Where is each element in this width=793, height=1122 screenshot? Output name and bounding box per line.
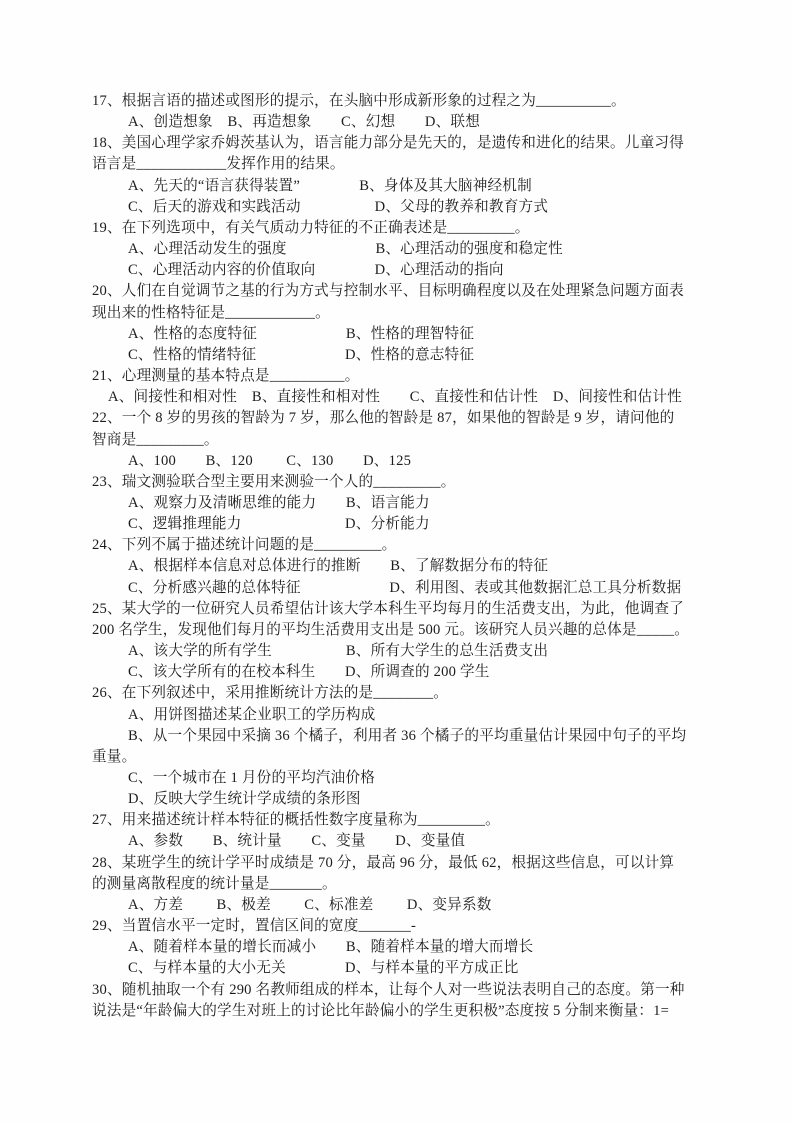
question-30-line: 30、随机抽取一个有 290 名教师组成的样本，让每个人对一些说法表明自己的态度。第一种 (92, 981, 685, 998)
question-21-line: 21、心理测量的基本特点是__________。 (92, 368, 360, 385)
question-26-option-a: A、用饼图描述某企业职工的学历构成 (128, 706, 376, 723)
question-23-line: 23、瑞文测验联合型主要用来测验一个人的_________。 (92, 473, 456, 490)
question-20-line: 20、人们在自觉调节之基的行为方式与控制水平、目标明确程度以及在处理紧急问题方面表 (92, 283, 684, 300)
question-26-option-b-2: 重量。 (92, 748, 137, 765)
question-18-line-2: 语言是____________发挥作用的结果。 (92, 156, 345, 173)
document-text-block (92, 91, 704, 1022)
question-28-line: 28、某班学生的统计学平时成绩是 70 分，最高 96 分，最低 62，根据这些信息，可以计算 (92, 854, 675, 871)
question-23-options-ab: A、观察力及清晰思维的能力 B、语言能力 (128, 494, 430, 511)
question-21-options: A、间接性和相对性 B、直接性和相对性 C、直接性和估计性 D、间接性和估计性 (108, 389, 682, 406)
question-29-options-cd: C、与样本量的大小无关 D、与样本量的平方成正比 (128, 960, 519, 977)
question-17-line: 17、根据言语的描述或图形的提示，在头脑中形成新形象的过程之为__________。 (92, 93, 626, 109)
question-22-line: 22、一个 8 岁的男孩的智龄为 7 岁，那么他的智龄是 87，如果他的智龄是 9 岁，请问他的 (92, 410, 675, 427)
question-17-options: A、创造想象 B、再造想象 C、幻想 D、联想 (128, 114, 481, 131)
question-18-line: 18、美国心理学家乔姆茨基认为，语言能力部分是先天的，是遗传和进化的结果。儿童习得 (92, 135, 684, 152)
question-27-line: 27、用来描述统计样本特征的概括性数字度量称为_________。 (92, 812, 500, 829)
question-24-line: 24、下列不属于描述统计问题的是_________。 (92, 537, 397, 554)
question-26-option-b: B、从一个果园中采摘 36 个橘子，利用者 36 个橘子的平均重量估计果园中句子的平均 (128, 727, 687, 744)
question-28-line-2: 的测量离散程度的统计量是_______。 (92, 875, 337, 892)
question-19-options-ab: A、心理活动发生的强度 B、心理活动的强度和稳定性 (128, 241, 563, 258)
question-22-line-2: 智商是_________。 (92, 431, 219, 448)
question-27-options: A、参数 B、统计量 C、变量 D、变量值 (128, 833, 466, 850)
question-29-line: 29、当置信水平一定时，置信区间的宽度_______- (92, 918, 417, 935)
question-26-line: 26、在下列叙述中，采用推断统计方法的是________。 (92, 685, 449, 702)
question-19-line: 19、在下列选项中，有关气质动力特征的不正确表述是_________。 (92, 219, 530, 236)
question-19-options-cd: C、心理活动内容的价值取向 D、心理活动的指向 (128, 262, 504, 279)
question-22-options: A、100 B、120 C、130 D、125 (128, 452, 412, 469)
question-24-options-cd: C、分析感兴趣的总体特征 D、利用图、表或其他数据汇总工具分析数据 (128, 579, 682, 596)
question-20-options-cd: C、性格的情绪特征 D、性格的意志特征 (128, 346, 475, 363)
question-18-options-cd: C、后天的游戏和实践活动 D、父母的教养和教育方式 (128, 198, 549, 215)
question-18-options-ab: A、先天的“语言获得装置” B、身体及其大脑神经机制 (128, 177, 532, 194)
question-26-option-d: D、反映大学生统计学成绩的条形图 (128, 791, 361, 808)
question-25-line: 25、某大学的一位研究人员希望估计该大学本科生平均每月的生活费支出，为此，他调查了 (92, 600, 684, 617)
question-25-options-ab: A、该大学的所有学生 B、所有大学生的总生活费支出 (128, 643, 549, 660)
question-25-line-2: 200 名学生，发现他们每月的平均生活费用支出是 500 元。该研究人员兴趣的总体是_____。 (92, 621, 690, 638)
question-24-options-ab: A、根据样本信息对总体进行的推断 B、了解数据分布的特征 (128, 558, 549, 575)
question-30-line-2: 说法是“年龄偏大的学生对班上的讨论比年龄偏小的学生更积极”态度按 5 分制来衡量：1= (92, 1002, 670, 1019)
question-28-options: A、方差 B、极差 C、标准差 D、变异系数 (128, 896, 492, 913)
question-26-option-c: C、一个城市在 1 月份的平均汽油价格 (128, 770, 376, 786)
question-20-line-2: 现出来的性格特征是____________。 (92, 304, 330, 321)
question-29-options-ab: A、随着样本量的增长而减小 B、随着样本量的增大而增长 (128, 939, 534, 956)
question-25-options-cd: C、该大学所有的在校本科生 D、所调查的 200 学生 (128, 664, 490, 681)
question-23-options-cd: C、逻辑推理能力 D、分析能力 (128, 516, 430, 533)
question-20-options-ab: A、性格的态度特征 B、性格的理智特征 (128, 325, 475, 342)
